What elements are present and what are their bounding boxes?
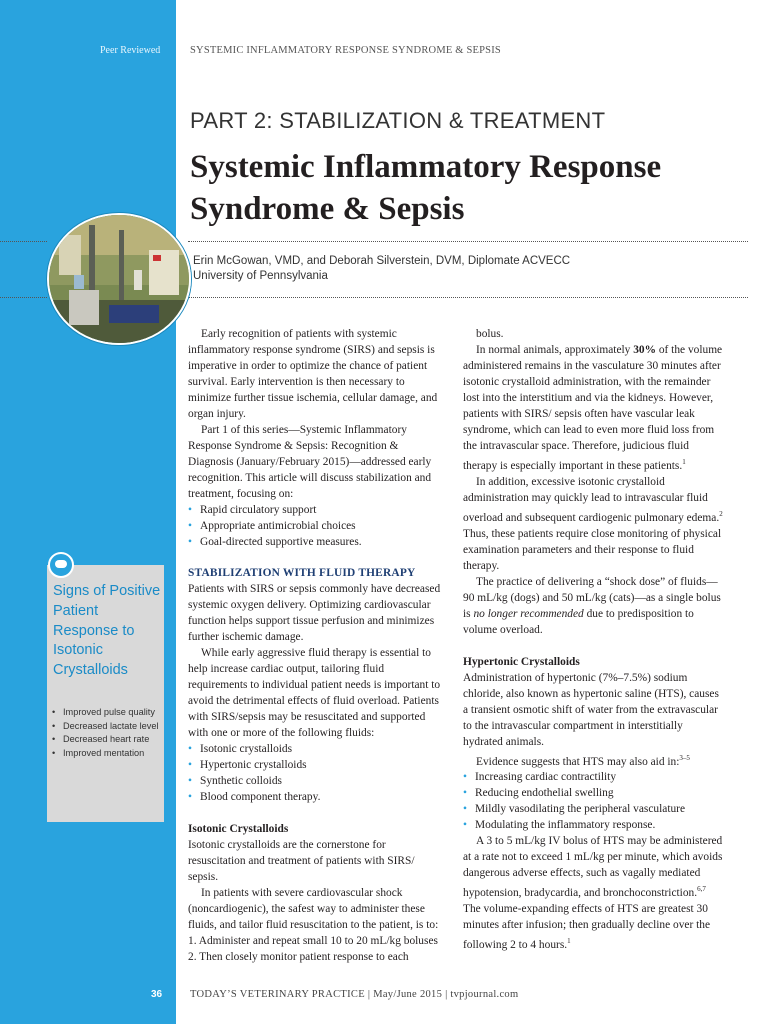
- callout-box: [47, 565, 164, 822]
- citation-ref: 6,7: [697, 885, 706, 894]
- list-item: • Modulating the inflammatory response.: [463, 817, 725, 833]
- isotonic-paragraph-2: In patients with severe cardiovascular shock (noncardiogenic), the safest way to administer these fluids, and tailor fluid resuscitation to the patient, is to:: [188, 887, 439, 931]
- dotted-rule-left: [0, 241, 47, 242]
- citation-ref: 1: [567, 937, 571, 946]
- list-item: • Decreased heart rate: [52, 733, 162, 747]
- subheading-isotonic: Isotonic Crystalloids: [188, 823, 289, 835]
- fluid-paragraph-2: While early aggressive fluid therapy is essential to help increase cardiac output, tailoring fluid requirements to individual patient needs is important to avoid the detrimental effects of fluid overload. Patients with SIRS/sepsis may be resuscitated and supported with one or more of the following fluids:: [188, 647, 441, 739]
- running-head: SYSTEMIC INFLAMMATORY RESPONSE SYNDROME & SEPSIS: [190, 45, 501, 56]
- hypertonic-paragraph-1: Administration of hypertonic (7%–7.5%) sodium chloride, also known as hypertonic saline (HTS), causes a transient osmotic shift of water from the extravascular to the intravascular compartment in interstitially hydrated animals.: [463, 671, 719, 748]
- list-item: • Hypertonic crystalloids: [188, 757, 444, 773]
- continued-text: bolus.: [476, 328, 504, 340]
- list-item: • Reducing endothelial swelling: [463, 785, 725, 801]
- list-item: • Improved mentation: [52, 747, 162, 761]
- citation-ref: 1: [682, 458, 686, 466]
- dotted-rule-top: [188, 241, 748, 242]
- excess-fluid-paragraph: In addition, excessive isotonic crystalloid administration may quickly lead to intravascular fluid overload and subsequent cardiogenic pulmonary edema.$^2$ Thus, these patients require close monitoring of physical examination parameters and their response to fluid therapy.: [463, 475, 723, 572]
- callout-title: Signs of Positive Patient Response to Isotonic Crystalloids: [53, 583, 161, 679]
- list-item: • Goal-directed supportive measures.: [188, 534, 444, 550]
- peer-reviewed-label: Peer Reviewed: [100, 45, 161, 56]
- list-item: • Decreased lactate level: [52, 720, 162, 734]
- byline: [193, 254, 570, 284]
- citation-ref: 2: [719, 509, 723, 518]
- intro-paragraph-2: Part 1 of this series—Systemic Inflammatory Response Syndrome & Sepsis: Recognition & Diagnosis (January/February 2015)—addressed early recognition. This article will discuss stabilization and treatment, focusing on:: [188, 424, 432, 500]
- dotted-rule-left-2: [0, 297, 47, 298]
- journal-footer: TODAY’S VETERINARY PRACTICE | May/June 2015 | tvpjournal.com: [190, 989, 519, 1000]
- emphasis-text: no longer recommended: [473, 607, 584, 620]
- list-item: • Increasing cardiac contractility: [463, 769, 725, 785]
- article-title: [190, 146, 750, 230]
- author-affiliation: University of Pennsylvania: [193, 270, 328, 282]
- title-line-2: Syndrome & Sepsis: [190, 191, 465, 227]
- title-line-1: Systemic Inflammatory Response: [190, 149, 662, 185]
- part-label: PART 2: STABILIZATION & TREATMENT: [190, 108, 606, 133]
- speech-bubble-icon: [48, 552, 74, 578]
- lab-equipment-image: [49, 215, 189, 343]
- left-sidebar-band: [0, 0, 176, 1024]
- dotted-rule-bottom: [188, 297, 748, 298]
- lab-photo: [47, 213, 191, 345]
- page-number: 36: [151, 989, 163, 1000]
- shock-dose-paragraph: The practice of delivering a “shock dose” of fluids—90 mL/kg (dogs) and 50 mL/kg (cats)—as a single bolus is no longer recommended due to predisposition to volume overload.: [463, 575, 721, 636]
- list-item: • Rapid circulatory support: [188, 502, 444, 518]
- evidence-paragraph: Evidence suggests that HTS may also aid in:$^{3-5}$: [476, 753, 690, 768]
- list-item: • Blood component therapy.: [188, 789, 444, 805]
- fluid-types-list: [188, 741, 444, 805]
- hts-benefits-list: [463, 769, 725, 833]
- spacer: [463, 638, 725, 654]
- focus-list: [188, 502, 444, 550]
- text-column-1: [188, 326, 444, 965]
- isotonic-paragraph-1: Isotonic crystalloids are the cornerstone for resuscitation and treatment of patients with SIRS/ sepsis.: [188, 839, 415, 883]
- list-item: • Appropriate antimicrobial choices: [188, 518, 444, 534]
- text-column-2: [463, 326, 725, 953]
- list-item: • Isotonic crystalloids: [188, 741, 444, 757]
- normal-animals-paragraph: In normal animals, approximately 30% of the volume administered remains in the vasculature 30 minutes after isotonic crystalloid administration, with the remainder lost into the interstitium and via the kidneys. However, patients with SIRS/ sepsis often have vascular leak syndrome, which can lead to even more fluid loss from the intravascular space. Therefore, judicious fluid therapy is especially important in these patients.$^1$: [463, 344, 723, 472]
- percent-highlight: 30%: [633, 344, 656, 356]
- list-item: • Mildly vasodilating the peripheral vasculature: [463, 801, 725, 817]
- list-item: • Synthetic colloids: [188, 773, 444, 789]
- fluid-paragraph-1: Patients with SIRS or sepsis commonly have decreased systemic oxygen delivery. Optimizing cardiovascular function helps support tissue perfusion and minimizes further ischemic damage.: [188, 583, 441, 643]
- citation-ref: 3–5: [679, 753, 690, 762]
- author-names: Erin McGowan, VMD, and Deborah Silverstein, DVM, Diplomate ACVECC: [193, 255, 571, 267]
- isotonic-step-1: 1. Administer and repeat small 10 to 20 mL/kg boluses: [188, 935, 438, 947]
- section-heading-fluid-therapy: STABILIZATION WITH FLUID THERAPY: [188, 567, 416, 579]
- subheading-hypertonic: Hypertonic Crystalloids: [463, 655, 580, 668]
- list-item: • Improved pulse quality: [52, 706, 162, 720]
- isotonic-step-2: 2. Then closely monitor patient response to each: [188, 951, 409, 963]
- intro-paragraph-1: Early recognition of patients with systemic inflammatory response syndrome (SIRS) and sepsis is imperative in order to optimize the chance of patient survival. Early intervention is then necessary to minimize further tissue ischemia, cellular damage, and organ injury.: [188, 328, 438, 420]
- callout-list: [52, 706, 162, 760]
- hts-bolus-paragraph: A 3 to 5 mL/kg IV bolus of HTS may be administered at a rate not to exceed 1 mL/kg per minute, which avoids dangerous adverse effects, such as vagally mediated hypotension, bradycardia, and bronchoconstriction.$^{6,7}$ The volume-expanding effects of HTS are greatest 30 minutes after infusion; then gradually decline over the following 2 to 4 hours.$^1$: [463, 835, 723, 951]
